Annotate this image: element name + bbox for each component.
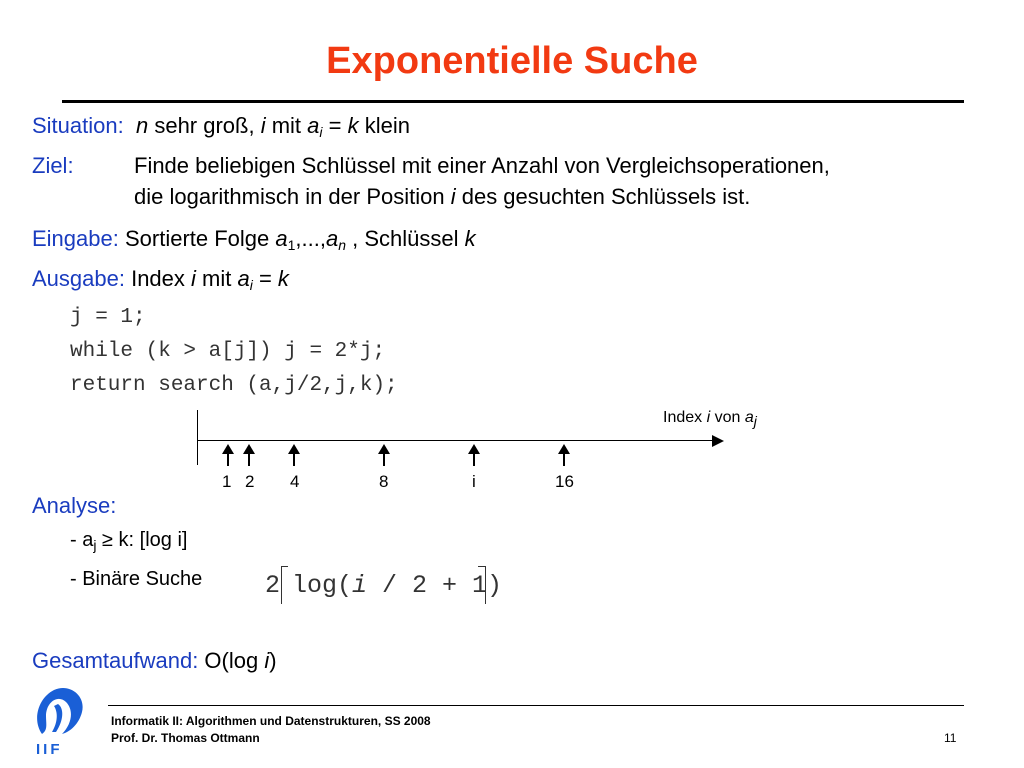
ausgabe-i: i [191,266,196,291]
ausgabe-k: k [277,266,289,291]
situation-text-1: sehr groß, [148,113,261,138]
gesamtaufwand-text-2: ) [269,648,277,673]
ziel-line-2-i: i [450,184,456,209]
ausgabe-line [32,266,289,292]
tick-arrow-2 [243,444,255,466]
situation-a: a [307,113,320,138]
ausgabe-text-1: Index [124,266,192,291]
axis-label-a: Index [663,409,707,426]
eingabe-dots: ,..., [295,226,326,251]
code-line-3: return search (a,j/2,j,k); [70,374,398,397]
formula-body [292,571,502,600]
ausgabe-label: Ausgabe: [32,266,125,291]
analyse-item-2: - Binäre Suche [70,568,203,590]
code-line-2: while (k > a[j]) j = 2*j; [70,340,386,363]
situation-label: Situation: [32,113,124,138]
ziel-line-2-a: die logarithmisch in der Position [134,184,451,209]
formula-coefficient: 2 [265,571,281,600]
situation-line [32,113,410,139]
tick-label-2: 2 [245,472,255,491]
gesamtaufwand-text-1: O(log [198,648,265,673]
eingabe-an: a [325,226,339,251]
ziel-line-2 [134,184,750,210]
situation-sub-i: i [319,124,323,140]
logo-text: IIF [36,741,63,756]
tick-arrow-1 [222,444,234,466]
analyse-item-1 [70,529,187,552]
footer-divider [108,705,964,706]
eingabe-k: k [464,226,476,251]
iif-logo [24,684,96,756]
ausgabe-sub-i: i [249,277,253,293]
eingabe-text-1: Sortierte Folge [118,226,276,251]
eingabe-sub-n: n [338,237,347,253]
ceil-right-bar [485,566,486,604]
situation-eq: = [322,113,348,138]
analyse-item-1-sub: j [93,537,97,553]
page-number: 11 [944,731,957,745]
situation-n: n [135,113,149,138]
axis-arrowhead [712,435,724,447]
gesamtaufwand-label: Gesamtaufwand: [32,648,199,673]
footer-course: Informatik II: Algorithmen und Datenstrukturen, SS 2008 [111,714,431,728]
formula-log: log( [292,571,353,600]
tick-label-i: i [472,472,476,491]
slide-title: Exponentielle Suche [326,40,698,82]
situation-text-3: klein [358,113,410,138]
tick-label-8: 8 [379,472,389,491]
eingabe-sub-1: 1 [287,237,296,253]
eingabe-a1: a [275,226,288,251]
formula-post: / 2 + 1) [367,571,503,600]
axis-label-i: i [706,409,711,426]
axis-label-sub: j [753,413,757,429]
ziel-line-2-b: des gesuchten Schlüssels ist. [455,184,751,209]
gesamtaufwand-line [32,648,277,674]
ausgabe-a: a [237,266,250,291]
eingabe-label: Eingabe: [32,226,119,251]
axis-label-a2: a [744,409,754,426]
situation-text-2: mit [265,113,308,138]
tick-arrow-8 [378,444,390,466]
ausgabe-eq: = [252,266,278,291]
analyse-item-1-b: ≥ k: [log i] [96,529,188,551]
ceil-left-top [281,566,288,567]
ceil-left-bar [281,566,282,604]
tick-label-16: 16 [555,472,574,491]
eingabe-text-2: , Schlüssel [346,226,465,251]
title-divider [62,100,964,103]
ziel-label: Ziel: [32,153,74,178]
eingabe-line [32,226,476,252]
axis-line [198,440,718,441]
situation-k: k [347,113,359,138]
tick-label-4: 4 [290,472,300,491]
diagram-axis-label [663,409,757,427]
ziel-line-1: Finde beliebigen Schlüssel mit einer Anzahl von Vergleichsoperationen, [134,153,830,178]
analyse-label: Analyse: [32,493,117,518]
tick-arrow-16 [558,444,570,466]
axis-label-b: von [710,409,745,426]
axis-start-line [197,410,198,465]
ausgabe-text-2: mit [195,266,238,291]
code-line-1: j = 1; [70,306,146,329]
footer-author: Prof. Dr. Thomas Ottmann [111,731,260,745]
gesamtaufwand-i: i [264,648,270,673]
tick-label-1: 1 [222,472,232,491]
tick-arrow-i [468,444,480,466]
tick-arrow-4 [288,444,300,466]
analyse-item-1-a: - a [70,529,94,551]
ceil-right-top [478,566,485,567]
situation-i: i [260,113,266,138]
formula-i: i [352,571,368,600]
